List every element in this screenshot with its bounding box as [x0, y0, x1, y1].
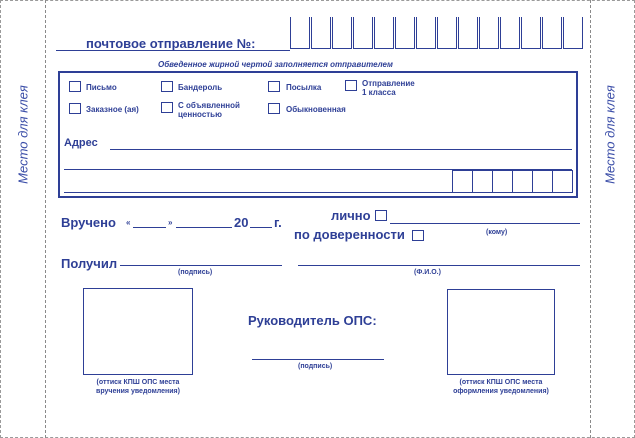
- by-proxy-label: по доверенности: [294, 227, 405, 242]
- year-suffix: г.: [274, 215, 282, 230]
- glue-label-left: Место для клея: [15, 85, 31, 184]
- postcode-cell[interactable]: [492, 170, 513, 193]
- postal-item-underline: [56, 50, 290, 51]
- postal-number-cell[interactable]: [521, 17, 541, 49]
- left-cut-line: [45, 0, 46, 438]
- received-signature-hint: (подпись): [178, 269, 213, 276]
- package-label: Посылка: [286, 83, 322, 92]
- package-checkbox[interactable]: [268, 81, 280, 92]
- parcel-post-checkbox[interactable]: [161, 81, 173, 92]
- postal-number-cell[interactable]: [395, 17, 415, 49]
- first-class-checkbox[interactable]: [345, 80, 357, 91]
- postal-number-cell[interactable]: [458, 17, 478, 49]
- received-fio-line[interactable]: [298, 265, 580, 266]
- head-label: Руководитель ОПС:: [248, 313, 377, 328]
- year-line[interactable]: [250, 227, 272, 228]
- right-cut-line: [590, 0, 591, 438]
- ordinary-checkbox[interactable]: [268, 103, 280, 114]
- postal-number-cell[interactable]: [563, 17, 583, 49]
- glue-label-right: Место для клея: [602, 85, 618, 184]
- letter-checkbox[interactable]: [69, 81, 81, 92]
- postal-number-cell[interactable]: [437, 17, 457, 49]
- postal-number-cell[interactable]: [542, 17, 562, 49]
- postcode-cell[interactable]: [472, 170, 493, 193]
- postal-number-cell[interactable]: [500, 17, 520, 49]
- parcel-post-label: Бандероль: [178, 83, 223, 92]
- postal-number-cell[interactable]: [479, 17, 499, 49]
- postal-number-cell[interactable]: [290, 17, 310, 49]
- issuing-stamp-caption: (оттиск КПШ ОПС места оформления уведомления): [453, 379, 549, 395]
- recipient-line[interactable]: [390, 223, 580, 224]
- delivered-label: Вручено: [61, 215, 116, 230]
- ordinary-label: Обыкновенная: [286, 105, 346, 114]
- postal-number-cell[interactable]: [416, 17, 436, 49]
- personally-label: лично: [331, 208, 371, 223]
- received-label: Получил: [61, 256, 118, 271]
- to-whom-hint: (кому): [486, 229, 508, 236]
- delivery-stamp-box: [83, 288, 193, 375]
- registered-checkbox[interactable]: [69, 103, 81, 114]
- day-line[interactable]: [133, 227, 166, 228]
- address-line-3[interactable]: [64, 192, 452, 193]
- personally-checkbox[interactable]: [375, 210, 387, 221]
- postal-number-cell[interactable]: [332, 17, 352, 49]
- year-prefix: 20: [234, 215, 249, 230]
- month-line[interactable]: [176, 227, 232, 228]
- head-signature-line[interactable]: [252, 359, 384, 360]
- postcode-cell[interactable]: [552, 170, 573, 193]
- address-label: Адрес: [64, 137, 98, 149]
- postcode-cell[interactable]: [452, 170, 473, 193]
- postal-item-label: почтовое отправление №:: [86, 36, 256, 51]
- delivery-stamp-caption: (оттиск КПШ ОПС места вручения уведомления): [96, 379, 180, 395]
- postal-number-cell[interactable]: [311, 17, 331, 49]
- address-line-1[interactable]: [110, 149, 572, 150]
- quote-open: «: [126, 218, 131, 227]
- postal-number-cell[interactable]: [374, 17, 394, 49]
- instruction-text: Обведенное жирной чертой заполняется отправителем: [158, 60, 393, 69]
- received-fio-hint: (Ф.И.О.): [414, 269, 441, 276]
- received-signature-line[interactable]: [120, 265, 282, 266]
- postcode-cell[interactable]: [512, 170, 533, 193]
- quote-close: »: [168, 218, 173, 227]
- first-class-label: Отправление 1 класса: [362, 79, 415, 97]
- registered-label: Заказное (ая): [86, 105, 139, 114]
- declared-value-label: С объявленной ценностью: [178, 101, 240, 119]
- declared-value-checkbox[interactable]: [161, 102, 173, 113]
- postal-number-cell[interactable]: [353, 17, 373, 49]
- postcode-cell[interactable]: [532, 170, 553, 193]
- issuing-stamp-box: [447, 289, 555, 375]
- letter-label: Письмо: [86, 83, 117, 92]
- by-proxy-checkbox[interactable]: [412, 230, 424, 241]
- head-signature-hint: (подпись): [298, 363, 333, 370]
